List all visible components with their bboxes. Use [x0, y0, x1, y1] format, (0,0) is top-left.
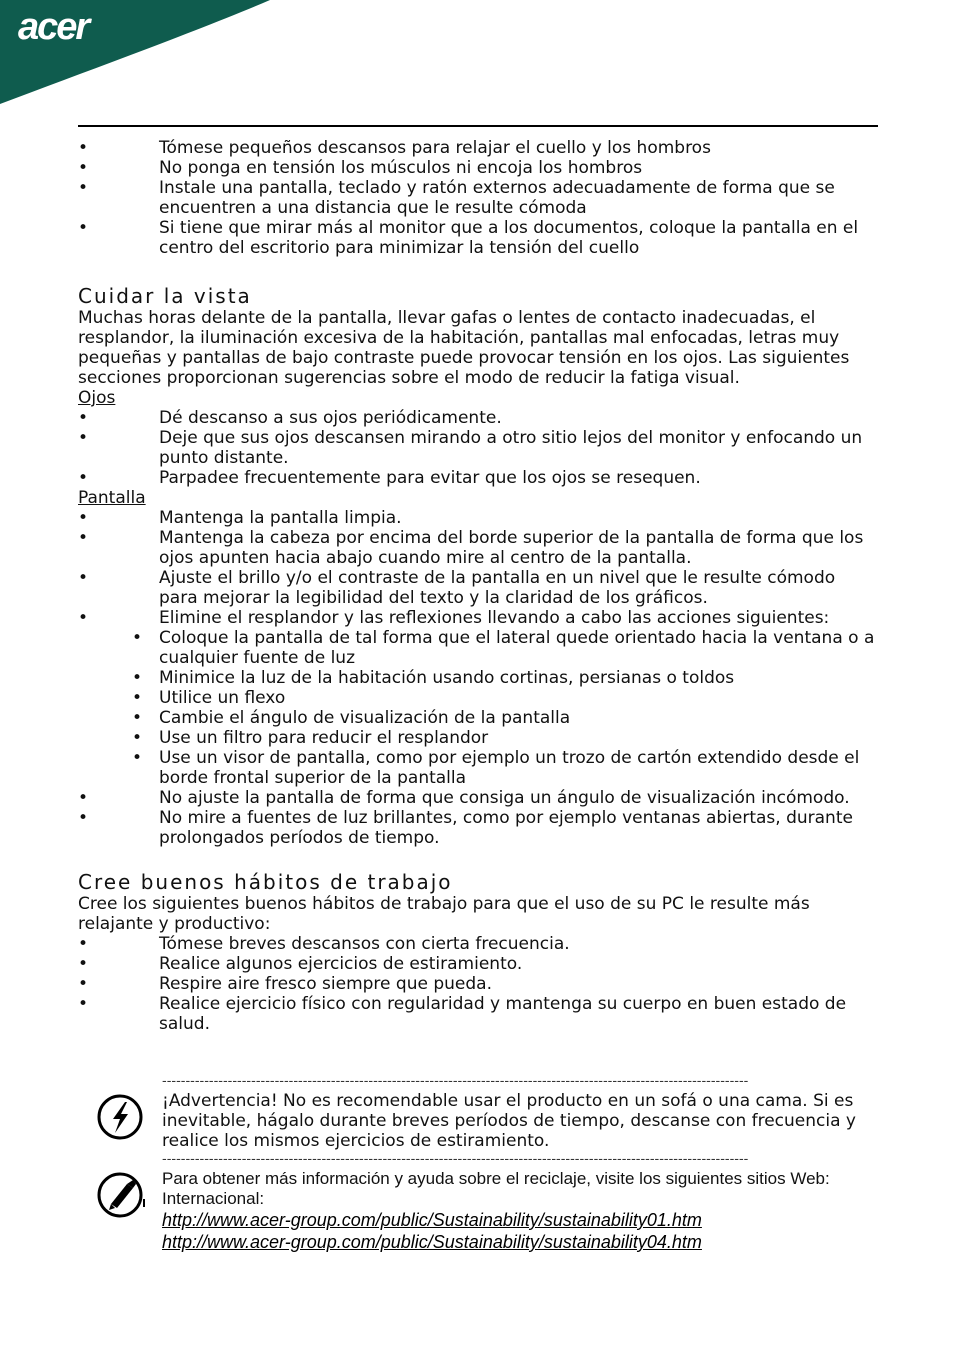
list-item: • Minimice la luz de la habitación usando cortinas, persianas o toldos: [78, 668, 878, 688]
list-item: • Mantenga la cabeza por encima del borde superior de la pantalla de forma que los ojos apunten hacia abajo cuando mire al centro de la pantalla.: [78, 528, 878, 568]
warning-icon: [96, 1093, 146, 1143]
list-item: • Use un filtro para reducir el resplandor: [78, 728, 878, 748]
header-rule: [78, 125, 878, 127]
list-item: • No mire a fuentes de luz brillantes, como por ejemplo ventanas abiertas, durante prolongados períodos de tiempo.: [78, 808, 878, 848]
list-item: • Dé descanso a sus ojos periódicamente.: [78, 408, 878, 428]
list-item: • Use un visor de pantalla, como por ejemplo un trozo de cartón extendido desde el borde frontal superior de la pantalla: [78, 748, 878, 788]
list-item: • Realice ejercicio físico con regularidad y mantenga su cuerpo en buen estado de salud.: [78, 994, 878, 1034]
subheading-eyes: Ojos: [78, 388, 116, 408]
sustainability-link-2[interactable]: http://www.acer-group.com/public/Sustainability/sustainability04.htm: [162, 1232, 702, 1252]
list-item: • Respire aire fresco siempre que pueda.: [78, 974, 878, 994]
eyes-bullet-list: [78, 408, 878, 488]
note-icon: [96, 1171, 148, 1221]
list-item: • No ponga en tensión los músculos ni encoja los hombros: [78, 158, 878, 178]
recycle-note: [96, 1169, 886, 1253]
recycle-label: Internacional:: [162, 1189, 265, 1208]
warning-text: ¡Advertencia! No es recomendable usar el producto en un sofá o una cama. Si es inevitable, hágalo durante breves períodos de tiempo, descanse con frecuencia y realice los mismos ejercicios de estiramiento.: [162, 1091, 856, 1151]
top-bullet-list: [78, 138, 878, 258]
section-heading-habits: Cree buenos hábitos de trabajo: [78, 870, 453, 894]
recycle-text: Para obtener más información y ayuda sobre el reciclaje, visite los siguientes sitios Web:: [162, 1169, 830, 1188]
list-item: • Cambie el ángulo de visualización de la pantalla: [78, 708, 878, 728]
list-item: • Parpadee frecuentemente para evitar que los ojos se resequen.: [78, 468, 878, 488]
document-body: [78, 138, 878, 1034]
list-item: • Utilice un flexo: [78, 688, 878, 708]
habits-intro: Cree los siguientes buenos hábitos de trabajo para que el uso de su PC le resulte más relajante y productivo:: [78, 894, 810, 934]
list-item: • Coloque la pantalla de tal forma que el lateral quede orientado hacia la ventana o a cualquier fuente de luz: [78, 628, 878, 668]
list-item: • Elimine el resplandor y las reflexiones llevando a cabo las acciones siguientes:: [78, 608, 878, 628]
list-item: • Realice algunos ejercicios de estiramiento.: [78, 954, 878, 974]
list-item: • Mantenga la pantalla limpia.: [78, 508, 878, 528]
list-item: • Instale una pantalla, teclado y ratón externos adecuadamente de forma que se encuentren a una distancia que le resulte cómoda: [78, 178, 878, 218]
subheading-screen: Pantalla: [78, 488, 146, 508]
acer-logo: acer: [18, 6, 89, 48]
list-item: • No ajuste la pantalla de forma que consiga un ángulo de visualización incómodo.: [78, 788, 878, 808]
list-item: • Deje que sus ojos descansen mirando a otro sitio lejos del monitor y enfocando un punto distante.: [78, 428, 878, 468]
notes-area: [96, 1073, 886, 1253]
separator-line: -----------------------------------------------------------------------------------------------------------------------------: [162, 1152, 749, 1167]
list-item: • Ajuste el brillo y/o el contraste de la pantalla en un nivel que le resulte cómodo para mejorar la legibilidad del texto y la claridad de los gráficos.: [78, 568, 878, 608]
list-item: • Si tiene que mirar más al monitor que a los documentos, coloque la pantalla en el centro del escritorio para minimizar la tensión del cuello: [78, 218, 878, 258]
separator-line: -----------------------------------------------------------------------------------------------------------------------------: [162, 1074, 749, 1089]
sustainability-link-1[interactable]: http://www.acer-group.com/public/Sustainability/sustainability01.htm: [162, 1210, 702, 1230]
screen-bullet-list: [78, 508, 878, 848]
section-heading-vision: Cuidar la vista: [78, 284, 252, 308]
vision-intro: Muchas horas delante de la pantalla, llevar gafas o lentes de contacto inadecuadas, el resplandor, la iluminación excesiva de la habitación, pantallas mal enfocadas, letras muy pequeñas y pantallas de bajo contraste puede provocar tensión en los ojos. Las siguientes secciones proporcionan sugerencias sobre el modo de reducir la fatiga visual.: [78, 308, 850, 388]
habits-bullet-list: [78, 934, 878, 1034]
list-item: • Tómese breves descansos con cierta frecuencia.: [78, 934, 878, 954]
warning-note: [96, 1091, 886, 1151]
glare-sub-list: [78, 628, 878, 788]
list-item: • Tómese pequeños descansos para relajar el cuello y los hombros: [78, 138, 878, 158]
